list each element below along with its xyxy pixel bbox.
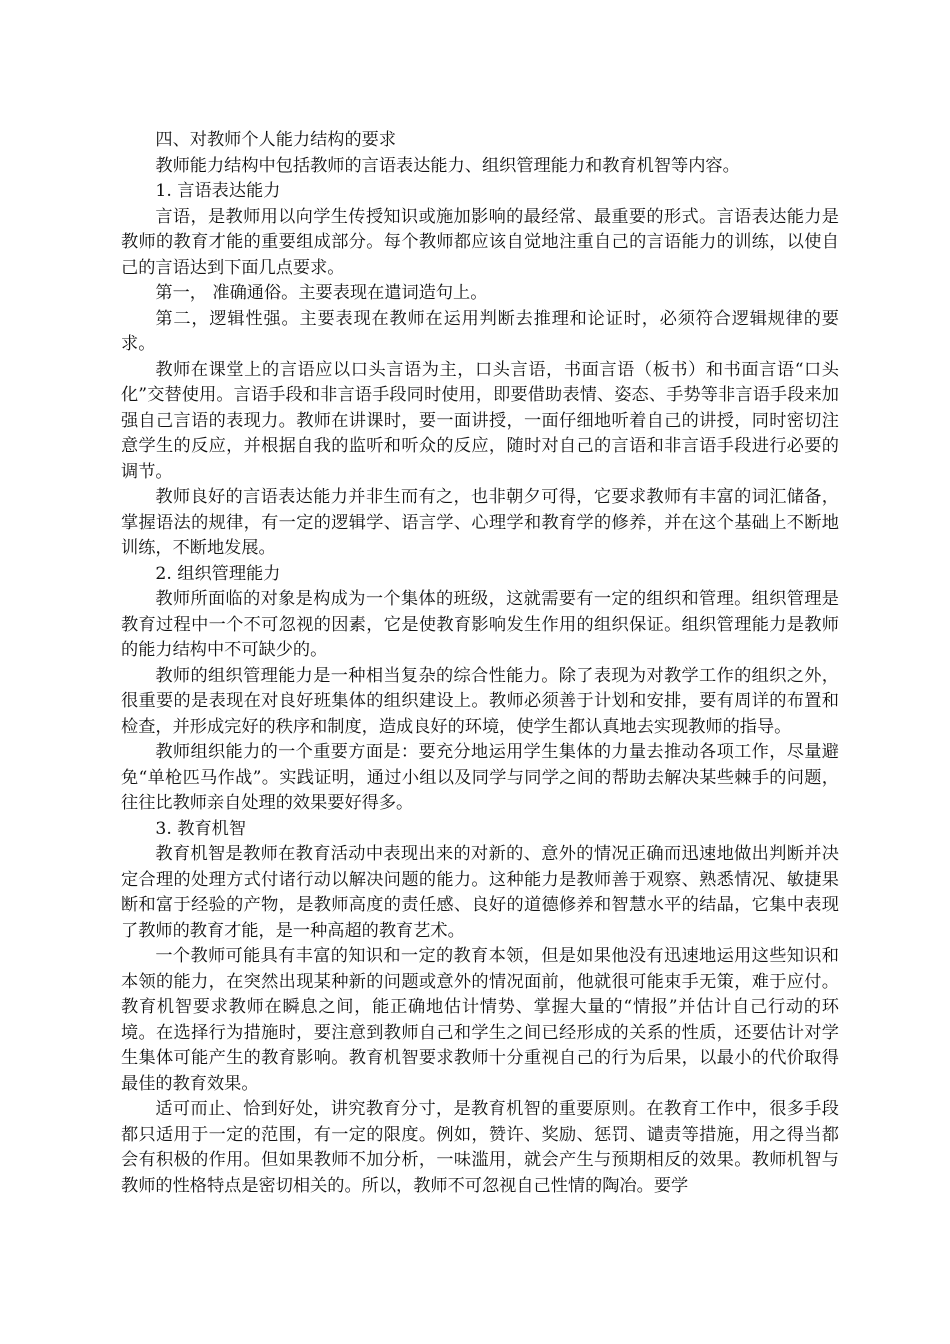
part3-heading: 3. 教育机智 [155, 818, 247, 839]
part1-paragraph-1: 言语，是教师用以向学生传授知识或施加影响的最经常、最重要的形式。言语表达能力是教师的教育才能的重要组成部分。每个教师都应该自觉地注重自己的言语能力的训练，以使自己的言语达到下面几点要求。 [121, 206, 839, 278]
part1-paragraph-5: 教师良好的言语表达能力并非生而有之，也非朝夕可得，它要求教师有丰富的词汇储备，掌握语法的规律，有一定的逻辑学、语言学、心理学和教育学的修养，并在这个基础上不断地训练，不断地发展。 [121, 487, 839, 558]
section-title: 四、对教师个人能力结构的要求 [155, 130, 397, 150]
part1-heading: 1. 言语表达能力 [155, 181, 281, 201]
document-page [121, 128, 839, 1199]
part3-paragraph-2: 一个教师可能具有丰富的知识和一定的教育本领，但是如果他没有迅速地运用这些知识和本领的能力，在突然出现某种新的问题或意外的情况面前，他就很可能束手无策，难于应付。教育机智要求教师在瞬息之间，能正确地估计情势、掌握大量的“情报”并估计自己行动的环境。在选择行为措施时，要注意到教师自己和学生之间已经形成的关系的性质，还要估计对学生集体可能产生的教育影响。教育机智要求教师十分重视自己的行为后果，以最小的代价取得最佳的教育效果。 [121, 946, 839, 1094]
part2-paragraph-3: 教师组织能力的一个重要方面是：要充分地运用学生集体的力量去推动各项工作，尽量避免“单枪匹马作战”。实践证明，通过小组以及同学与同学之间的帮助去解决某些棘手的问题，往往比教师亲自处理的效果要好得多。 [121, 742, 839, 813]
part2-paragraph-2: 教师的组织管理能力是一种相当复杂的综合性能力。除了表现为对教学工作的组织之外，很重要的是表现在对良好班集体的组织建设上。教师必须善于计划和安排，要有周详的布置和检查，并形成完好的秩序和制度，造成良好的环境，使学生都认真地去实现教师的指导。 [121, 665, 839, 737]
part3-paragraph-1: 教育机智是教师在教育活动中表现出来的对新的、意外的情况正确而迅速地做出判断并决定合理的处理方式付诸行动以解决问题的能力。这种能力是教师善于观察、熟悉情况、敏捷果断和富于经验的产物，是教师高度的责任感、良好的道德修养和智慧水平的结晶，它集中表现了教师的教育才能，是一种高超的教育艺术。 [121, 844, 839, 941]
part2-paragraph-1: 教师所面临的对象是构成为一个集体的班级，这就需要有一定的组织和管理。组织管理是教育过程中一个不可忽视的因素，它是使教育影响发生作用的组织保证。组织管理能力是教师的能力结构中不可缺少的。 [121, 589, 839, 660]
part1-paragraph-3: 第二，逻辑性强。主要表现在教师在运用判断去推理和论证时，必须符合逻辑规律的要求。 [121, 308, 839, 354]
part1-paragraph-4: 教师在课堂上的言语应以口头言语为主，口头言语，书面言语（板书）和书面言语“口头化”交替使用。言语手段和非言语手段同时使用，即要借助表情、姿态、手势等非言语手段来加强自己言语的表现力。教师在讲课时，要一面讲授，一面仔细地听着自己的讲授，同时密切注意学生的反应，并根据自我的监听和听众的反应，随时对自己的言语和非言语手段进行必要的调节。 [121, 359, 839, 482]
intro-paragraph: 教师能力结构中包括教师的言语表达能力、组织管理能力和教育机智等内容。 [155, 155, 740, 176]
part3-paragraph-3: 适可而止、恰到好处，讲究教育分寸，是教育机智的重要原则。在教育工作中，很多手段都只适用于一定的范围，有一定的限度。例如，赞许、奖励、惩罚、谴责等措施，用之得当都会有积极的作用。但如果教师不加分析，一味滥用，就会产生与预期相反的效果。教师机智与教师的性格特点是密切相关的。所以，教师不可忽视自己性情的陶冶。要学 [121, 1099, 839, 1196]
part2-heading: 2. 组织管理能力 [155, 563, 281, 584]
part1-paragraph-2: 第一， 准确通俗。主要表现在遣词造句上。 [155, 283, 488, 303]
